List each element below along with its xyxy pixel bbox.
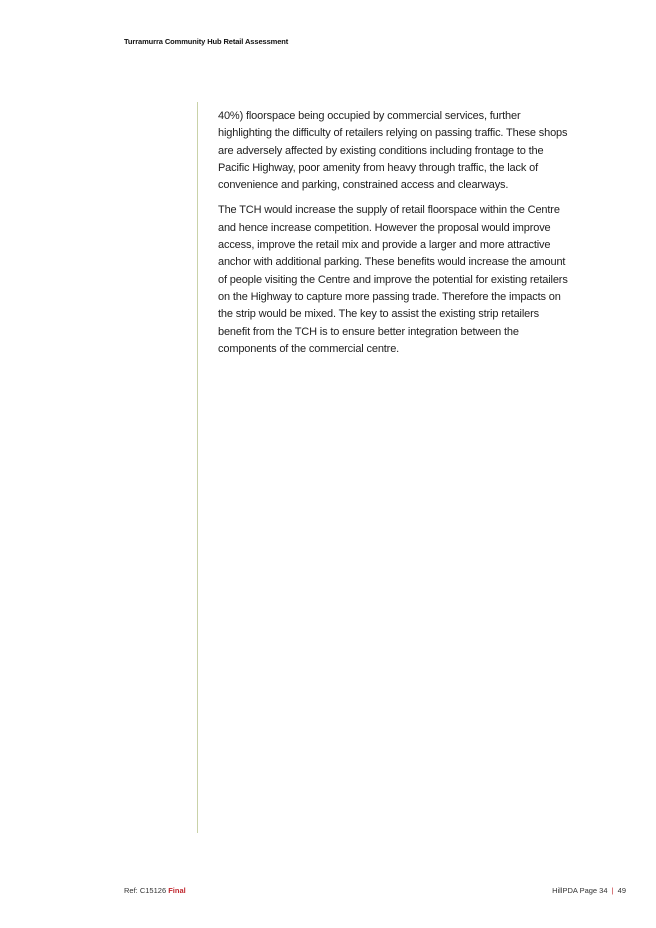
footer-page-label: HillPDA Page 34: [552, 886, 608, 895]
footer-page-number: [552, 886, 626, 895]
document-header-title: Turramurra Community Hub Retail Assessment: [124, 37, 289, 46]
footer-reference: [124, 886, 186, 895]
body-paragraph: 40%) floorspace being occupied by commercial services, further highlighting the difficulty of retailers relying on passing traffic. These shops are adversely affected by existing conditions including frontage to the Pacific Highway, poor amenity from heavy through traffic, the lack of convenience and parking, constrained access and clearways.: [218, 110, 568, 192]
footer-status-badge: Final: [168, 886, 186, 895]
body-paragraph: The TCH would increase the supply of retail floorspace within the Centre and hence increase competition. However the proposal would improve access, improve the retail mix and provide a larger and more attractive anchor with additional parking. These benefits would increase the amount of people visiting the Centre and improve the potential for existing retailers on the Highway to capture more passing trade. Therefore the impacts on the strip would be mixed. The key to assist the existing strip retailers benefit from the TCH is to ensure better integration between the components of the commercial centre.: [218, 204, 568, 355]
footer-total-pages: 49: [617, 886, 626, 895]
footer-separator: |: [611, 886, 614, 895]
footer-ref-label: Ref: C15126: [124, 886, 167, 895]
margin-rule: [197, 102, 198, 833]
document-body: [218, 108, 568, 366]
